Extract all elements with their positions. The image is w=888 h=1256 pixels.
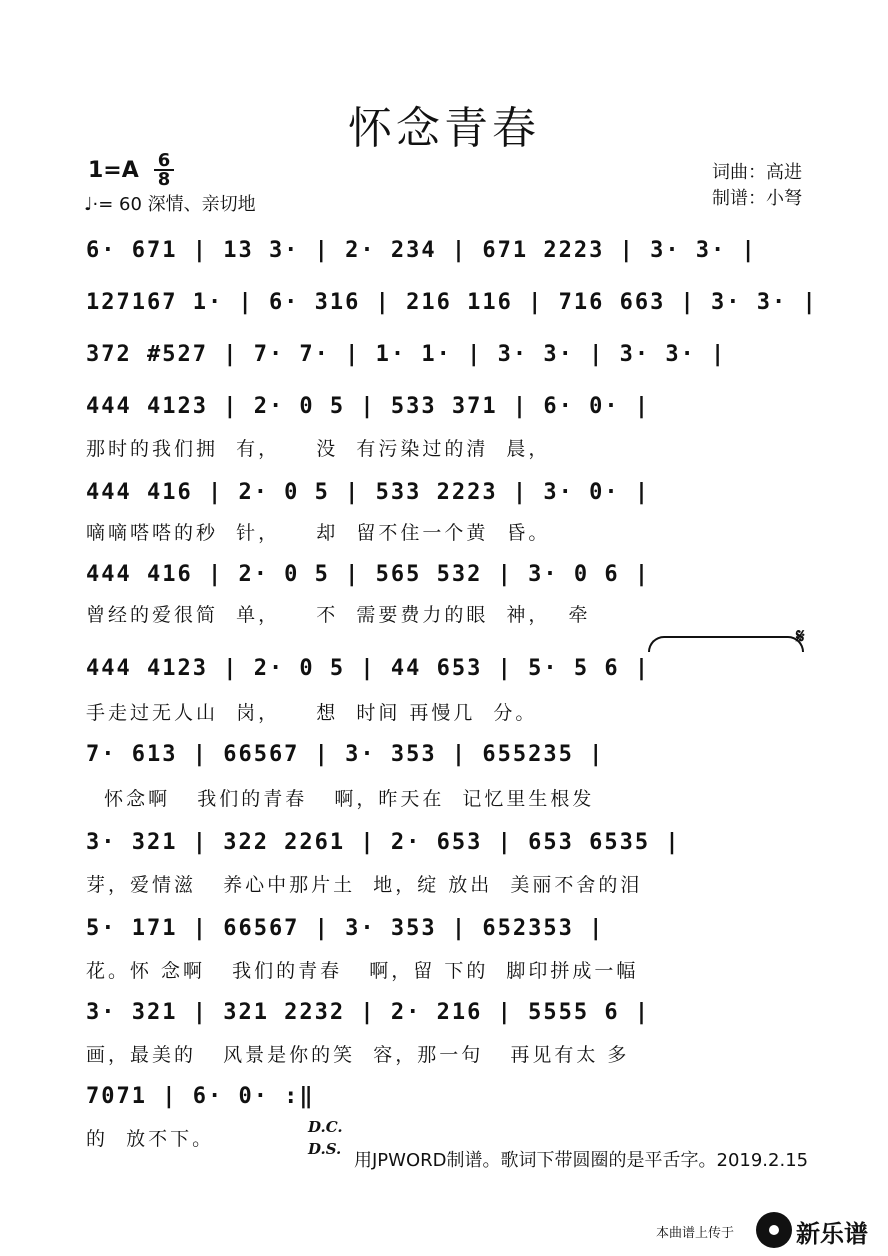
notation-row [86, 394, 804, 434]
credits [712, 160, 802, 212]
notes: 6· 671 | 13 3· | 2· 234 | 671 2223 | 3· 3· | [86, 238, 757, 263]
notation-row [86, 742, 804, 782]
notation-row [86, 1000, 804, 1040]
lyric-line: 怀念啊 我们的青春 啊，昨天在 记忆里生根发 [86, 788, 595, 810]
page-title: 怀念青春 [348, 103, 540, 154]
site-logo[interactable]: 新乐谱 [796, 1220, 868, 1248]
notes: 372 #527 | 7· 7· | 1· 1· | 3· 3· | 3· 3· | [86, 342, 727, 367]
lyric-line: 曾经的爱很简 单， 不 需要费力的眼 神， 牵 [86, 604, 591, 626]
time-signature [152, 152, 176, 188]
notation-row [86, 480, 804, 520]
lyrics-music-credit: 词曲：高进 [712, 162, 802, 183]
notation-row [86, 916, 804, 956]
lyric-line: 手走过无人山 岗， 想 时间 再慢几 分。 [86, 702, 538, 724]
tempo-marking: ♩·= 60 深情、亲切地 [84, 194, 256, 215]
notes: 7· 613 | 66567 | 3· 353 | 655235 | [86, 742, 605, 767]
notes: 444 4123 | 2· 0 5 | 44 653 | 5· 5 6 | [86, 656, 651, 681]
dal-segno-mark: D.S. [308, 1140, 342, 1158]
notes: 444 416 | 2· 0 5 | 565 532 | 3· 0 6 | [86, 562, 651, 587]
lyric-line: 芽，爱情滋 养心中那片土 地，绽 放出 美丽不舍的泪 [86, 874, 643, 896]
notation-row [86, 238, 804, 278]
meter-top: 6 [157, 150, 171, 171]
notes: 127167 1· | 6· 316 | 216 116 | 716 663 | 3· 3· | [86, 290, 818, 315]
lyric-line: 花。怀 念啊 我们的青春 啊，留 下的 脚印拼成一幅 [86, 960, 639, 982]
notes: 3· 321 | 322 2261 | 2· 653 | 653 6535 | [86, 830, 681, 855]
notes: 444 4123 | 2· 0 5 | 533 371 | 6· 0· | [86, 394, 651, 419]
key-signature: 1=A [88, 158, 139, 183]
lyric-line: 嘀嘀嗒嗒的秒 针， 却 留不住一个黄 昏。 [86, 522, 551, 544]
notes: 444 416 | 2· 0 5 | 533 2223 | 3· 0· | [86, 480, 651, 505]
da-capo-mark: D.C. [308, 1118, 343, 1136]
notes: 3· 321 | 321 2232 | 2· 216 | 5555 6 | [86, 1000, 651, 1025]
lyric-line: 那时的我们拥 有， 没 有污染过的清 晨， [86, 438, 551, 460]
meter-bottom: 8 [157, 169, 171, 190]
segno-sign: 𝄋 [796, 624, 805, 648]
upload-note: 本曲谱上传于 [656, 1226, 735, 1241]
tie-arc [648, 636, 804, 652]
notation-row [86, 830, 804, 870]
arranger-credit: 制谱：小弩 [712, 188, 802, 209]
lyric-line: 的 放不下。 [86, 1128, 215, 1150]
notes: 5· 171 | 66567 | 3· 353 | 652353 | [86, 916, 605, 941]
notation-row [86, 1084, 804, 1124]
record-disc-icon [756, 1212, 792, 1248]
notation-row [86, 342, 804, 382]
lyric-line: 画，最美的 风景是你的笑 容，那一句 再见有太 多 [86, 1044, 630, 1066]
notation-row [86, 290, 818, 330]
notation-row [86, 656, 804, 696]
notation-row [86, 562, 804, 602]
notes: 7071 | 6· 0· :‖ [86, 1084, 315, 1109]
footnote: 用JPWORD制谱。歌词下带圆圈的是平舌字。2019.2.15 [354, 1150, 809, 1171]
